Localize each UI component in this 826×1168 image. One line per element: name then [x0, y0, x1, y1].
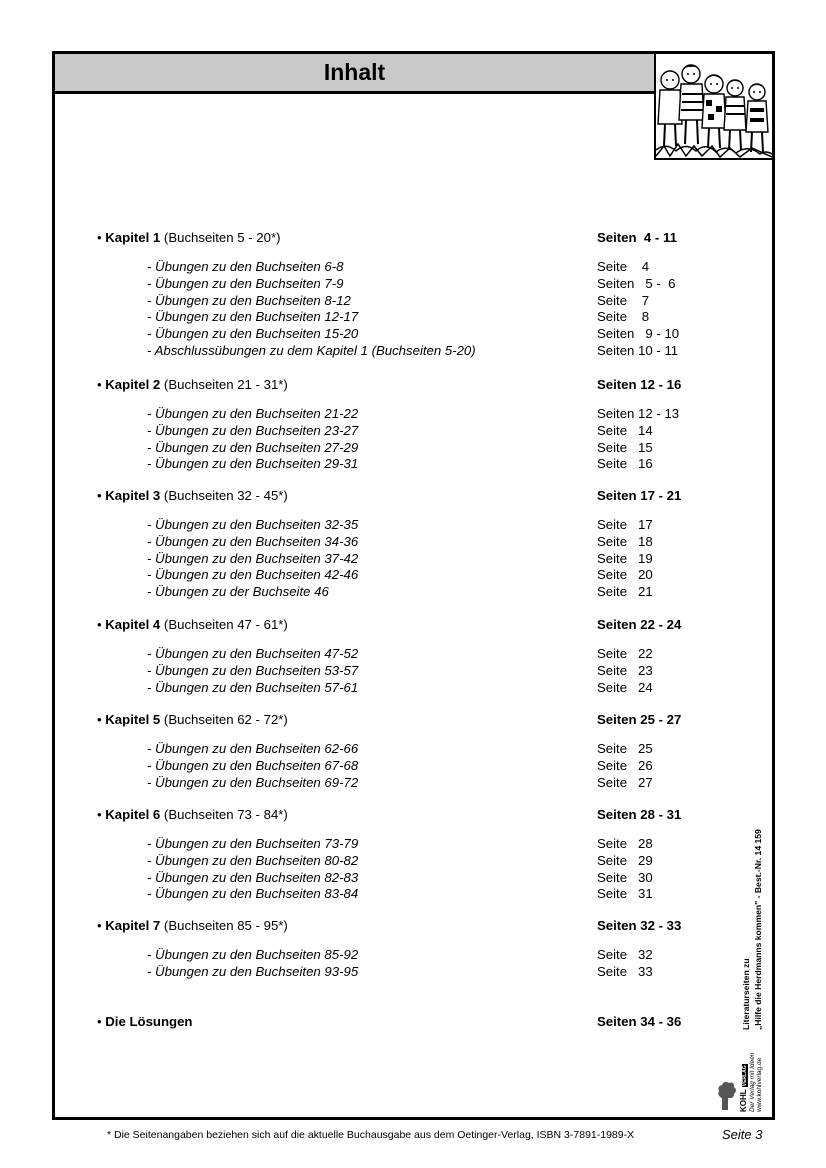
toc-page-ref: Seite 18 [597, 533, 653, 549]
toc-page-ref: Seiten 12 - 13 [597, 406, 680, 421]
toc-page-ref: Seite 26 [597, 757, 653, 773]
logo-text-block [740, 1036, 768, 1112]
toc-page-ref: Seite 25 [597, 741, 653, 756]
chapter-name: Die Lösungen [105, 1014, 193, 1029]
sidebar-text [740, 770, 770, 1030]
toc-page-ref: Seite 33 [597, 963, 653, 979]
chapter-book-pages: (Buchseiten 62 - 72*) [163, 712, 288, 727]
toc-label: • Die Lösungen [97, 1014, 193, 1029]
chapter-name: Kapitel 2 [105, 377, 161, 392]
toc-label: • Kapitel 5 (Buchseiten 62 - 72*) [97, 712, 288, 727]
toc-label: - Übungen zu den Buchseiten 83-84 [147, 886, 359, 902]
toc-page-ref: Seite 24 [597, 679, 653, 695]
logo-slogan: Der Verlag mit Ideen [749, 1052, 756, 1112]
chapter-book-pages: (Buchseiten 47 - 61*) [163, 617, 288, 632]
chapter-book-pages: (Buchseiten 5 - 20*) [163, 230, 281, 245]
toc-page-ref: Seite 7 [597, 292, 650, 308]
toc-label: - Übungen zu den Buchseiten 73-79 [147, 836, 359, 851]
chapter-name: Kapitel 6 [105, 807, 161, 822]
toc-label: - Übungen zu den Buchseiten 6-8 [147, 259, 344, 274]
toc-page-ref: Seiten 34 - 36 [597, 1014, 682, 1029]
toc-label: • Kapitel 7 (Buchseiten 85 - 95*) [97, 918, 288, 933]
toc-page-ref: Seiten 5 - 6 [597, 275, 676, 291]
toc-label: - Übungen zu den Buchseiten 42-46 [147, 567, 359, 583]
chapter-name: Kapitel 3 [105, 488, 161, 503]
toc-page-ref: Seite 30 [597, 869, 653, 885]
toc-page-ref: Seiten 32 - 33 [597, 918, 682, 933]
sidebar-line-2: „Hilfe die Herdmanns kommen" - Best.-Nr. 14 159 [753, 829, 763, 1030]
logo-tag: VERLAG [742, 1065, 748, 1087]
title-bar [55, 54, 654, 94]
page-number: Seite 3 [722, 1127, 763, 1142]
chapter-book-pages: (Buchseiten 21 - 31*) [163, 377, 288, 392]
toc-page-ref: Seiten 17 - 21 [597, 488, 682, 503]
toc-label: - Übungen zu den Buchseiten 47-52 [147, 646, 359, 661]
chapter-name: Kapitel 7 [105, 918, 161, 933]
toc-page-ref: Seite 4 [597, 259, 650, 274]
toc-page-ref: Seite 28 [597, 836, 653, 851]
toc-page-ref: Seiten 10 - 11 [597, 343, 679, 358]
chapter-name: Kapitel 1 [105, 230, 161, 245]
toc-page-ref: Seite 21 [597, 584, 653, 600]
children-illustration [654, 54, 772, 160]
toc-page-ref: Seite 31 [597, 886, 653, 902]
toc-label: - Übungen zu den Buchseiten 21-22 [147, 406, 359, 421]
toc-label: • Kapitel 1 (Buchseiten 5 - 20*) [97, 230, 281, 245]
toc-page-ref: Seite 17 [597, 517, 653, 532]
toc-label: • Kapitel 6 (Buchseiten 73 - 84*) [97, 807, 288, 822]
toc-label: - Übungen zu den Buchseiten 15-20 [147, 326, 359, 342]
toc-page-ref: Seite 22 [597, 646, 653, 661]
toc-label: • Kapitel 4 (Buchseiten 47 - 61*) [97, 617, 288, 632]
toc-label: - Übungen zu den Buchseiten 32-35 [147, 517, 359, 532]
toc-label: • Kapitel 2 (Buchseiten 21 - 31*) [97, 377, 288, 392]
toc-page-ref: Seiten 9 - 10 [597, 326, 680, 342]
toc-page-ref: Seiten 12 - 16 [597, 377, 682, 392]
publisher-logo [716, 1036, 768, 1112]
toc-label: - Übungen zu den Buchseiten 85-92 [147, 947, 359, 962]
toc-label: - Übungen zu den Buchseiten 82-83 [147, 869, 359, 885]
toc-label: - Übungen zu den Buchseiten 23-27 [147, 422, 359, 438]
chapter-name: Kapitel 5 [105, 712, 161, 727]
toc-label: - Übungen zu den Buchseiten 53-57 [147, 662, 359, 678]
toc-label: - Übungen zu den Buchseiten 37-42 [147, 550, 359, 566]
toc-page-ref: Seite 8 [597, 309, 650, 325]
toc-label: - Abschlussübungen zu dem Kapitel 1 (Buchseiten 5-20) [147, 343, 476, 358]
logo-text-rotated [740, 1036, 768, 1112]
toc-label: - Übungen zu den Buchseiten 34-36 [147, 533, 359, 549]
footnote: * Die Seitenangaben beziehen sich auf die aktuelle Buchausgabe aus dem Oetinger-Verlag, ISBN 3-7891-1989-X [107, 1129, 635, 1141]
toc-label: - Übungen zu den Buchseiten 7-9 [147, 275, 344, 291]
chapter-book-pages: (Buchseiten 85 - 95*) [163, 918, 288, 933]
toc-page-ref: Seiten 28 - 31 [597, 807, 682, 822]
toc-page-ref: Seite 29 [597, 852, 653, 868]
logo-brand: KOHL [739, 1089, 748, 1112]
toc-page-ref: Seite 23 [597, 662, 653, 678]
toc-label: - Übungen zu den Buchseiten 57-61 [147, 679, 359, 695]
illustration-drawing [656, 54, 772, 158]
toc-label: - Übungen zu der Buchseite 46 [147, 584, 329, 600]
sidebar-line-1: Literaturseiten zu [741, 958, 751, 1030]
toc-label: - Übungen zu den Buchseiten 62-66 [147, 741, 359, 756]
chapter-name: Kapitel 4 [105, 617, 161, 632]
toc-label: - Übungen zu den Buchseiten 8-12 [147, 292, 351, 308]
toc-page-ref: Seiten 22 - 24 [597, 617, 682, 632]
toc-label: - Übungen zu den Buchseiten 67-68 [147, 757, 359, 773]
toc-label: • Kapitel 3 (Buchseiten 32 - 45*) [97, 488, 288, 503]
sidebar-order-info [740, 772, 770, 1032]
toc-page-ref: Seite 19 [597, 550, 653, 566]
toc-label: - Übungen zu den Buchseiten 80-82 [147, 852, 359, 868]
toc-page-ref: Seite 27 [597, 774, 653, 790]
toc-label: - Übungen zu den Buchseiten 29-31 [147, 456, 359, 472]
toc-page-ref: Seite 15 [597, 439, 653, 455]
toc-label: - Übungen zu den Buchseiten 93-95 [147, 963, 359, 979]
toc-label: - Übungen zu den Buchseiten 27-29 [147, 439, 359, 455]
toc-label: - Übungen zu den Buchseiten 12-17 [147, 309, 359, 325]
toc-page-ref: Seiten 25 - 27 [597, 712, 682, 727]
toc-page-ref: Seite 14 [597, 422, 653, 438]
chapter-book-pages: (Buchseiten 32 - 45*) [163, 488, 288, 503]
logo-url: www.kohlverlag.de [756, 1057, 763, 1112]
toc-page-ref: Seite 16 [597, 456, 653, 472]
page-title: Inhalt [323, 59, 386, 85]
toc-page-ref: Seiten 4 - 11 [597, 230, 677, 245]
toc-page-ref: Seite 20 [597, 567, 653, 583]
toc-page-ref: Seite 32 [597, 947, 653, 962]
chapter-book-pages: (Buchseiten 73 - 84*) [163, 807, 288, 822]
toc-label: - Übungen zu den Buchseiten 69-72 [147, 774, 359, 790]
